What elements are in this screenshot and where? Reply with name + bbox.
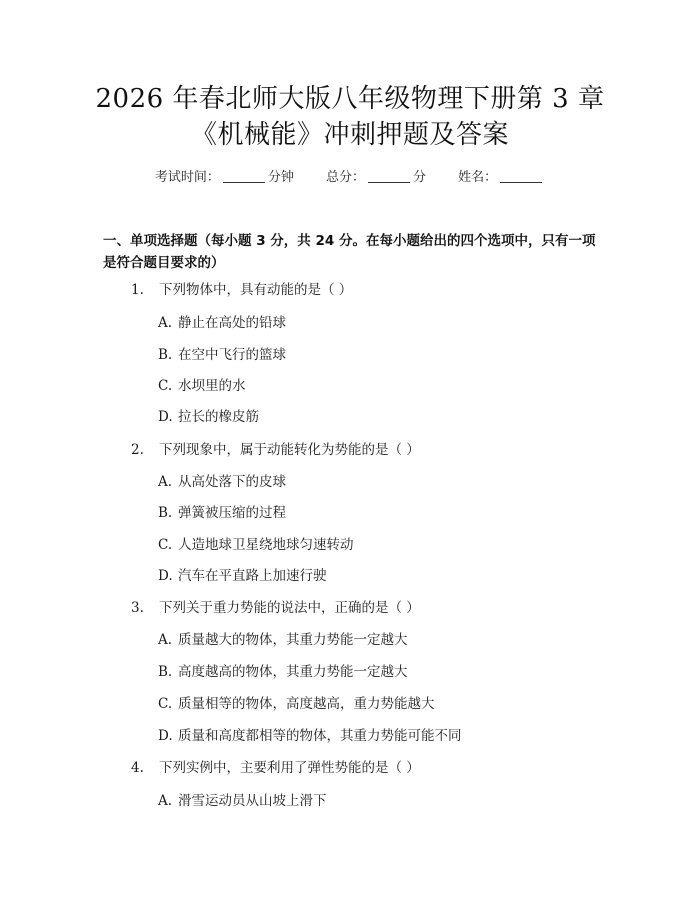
option-letter: B. [158,505,173,521]
exam-time-label: 考试时间： [154,170,220,185]
section-heading-line-1: 一、单项选择题（每小题 3 分，共 24 分。在每小题给出的四个选项中，只有一项 [103,233,596,249]
option-letter: A. [158,315,173,331]
option-text: 汽车在平直路上加速行驶 [178,568,327,584]
question-3-option-d [158,726,462,746]
question-1 [131,280,352,300]
question-text: 下列现象中，属于动能转化为势能的是（ ） [159,442,420,458]
option-text: 拉长的橡皮筋 [178,409,259,425]
option-text: 弹簧被压缩的过程 [178,505,286,521]
question-2-option-c [158,535,354,555]
total-score-field [326,170,430,185]
question-1-option-b [158,345,286,365]
student-name-blank [500,168,542,183]
student-name-field [458,170,545,185]
student-name-label: 姓名： [458,170,498,185]
question-number: 4. [131,760,144,776]
question-number: 1. [131,282,144,298]
question-4-option-a [158,791,327,811]
option-letter: A. [158,632,173,648]
option-text: 水坝里的水 [178,378,246,394]
exam-time-field [155,170,298,185]
document-title-line-2: 《机械能》冲刺押题及答案 [190,120,509,150]
question-3-option-a [158,630,408,650]
option-text: 滑雪运动员从山坡上滑下 [178,793,327,809]
option-text: 人造地球卫星绕地球匀速转动 [178,537,354,553]
option-letter: D. [158,409,173,425]
option-letter: B. [158,664,173,680]
question-1-option-a [158,313,286,333]
option-letter: B. [158,347,173,363]
section-heading-line-2: 是符合题目要求的） [103,255,225,271]
question-text: 下列实例中，主要利用了弹性势能的是（ ） [159,760,420,776]
section-heading [103,230,603,274]
option-letter: C. [158,378,173,394]
question-2-option-d [158,566,327,586]
option-text: 质量和高度都相等的物体，其重力势能可能不同 [178,728,462,744]
question-3-option-c [158,694,435,714]
option-text: 静止在高处的铅球 [178,315,286,331]
question-number: 2. [131,442,144,458]
option-text: 从高处落下的皮球 [178,474,286,490]
question-text: 下列物体中，具有动能的是（ ） [159,282,353,298]
question-2 [131,440,420,460]
question-2-option-b [158,503,286,523]
option-letter: C. [158,537,173,553]
option-letter: A. [158,793,173,809]
option-letter: C. [158,696,173,712]
question-1-option-d [158,407,259,427]
question-1-option-c [158,376,246,396]
total-score-unit: 分 [413,170,427,185]
option-letter: A. [158,474,173,490]
exam-time-unit: 分钟 [267,170,294,185]
question-4 [131,758,420,778]
option-text: 在空中飞行的篮球 [178,347,286,363]
total-score-blank [368,168,410,183]
question-text: 下列关于重力势能的说法中，正确的是（ ） [159,600,420,616]
option-text: 高度越高的物体，其重力势能一定越大 [178,664,408,680]
question-number: 3. [131,600,144,616]
exam-info-row [0,168,700,188]
question-3-option-b [158,662,408,682]
option-text: 质量越大的物体，其重力势能一定越大 [178,632,408,648]
total-score-label: 总分： [325,170,365,185]
option-letter: D. [158,728,173,744]
question-2-option-a [158,472,286,492]
option-letter: D. [158,568,173,584]
exam-time-blank [223,168,265,183]
option-text: 质量相等的物体，高度越高，重力势能越大 [178,696,435,712]
question-3 [131,598,420,618]
document-title-line-1: 2026 年春北师大版八年级物理下册第 3 章 [95,84,605,114]
